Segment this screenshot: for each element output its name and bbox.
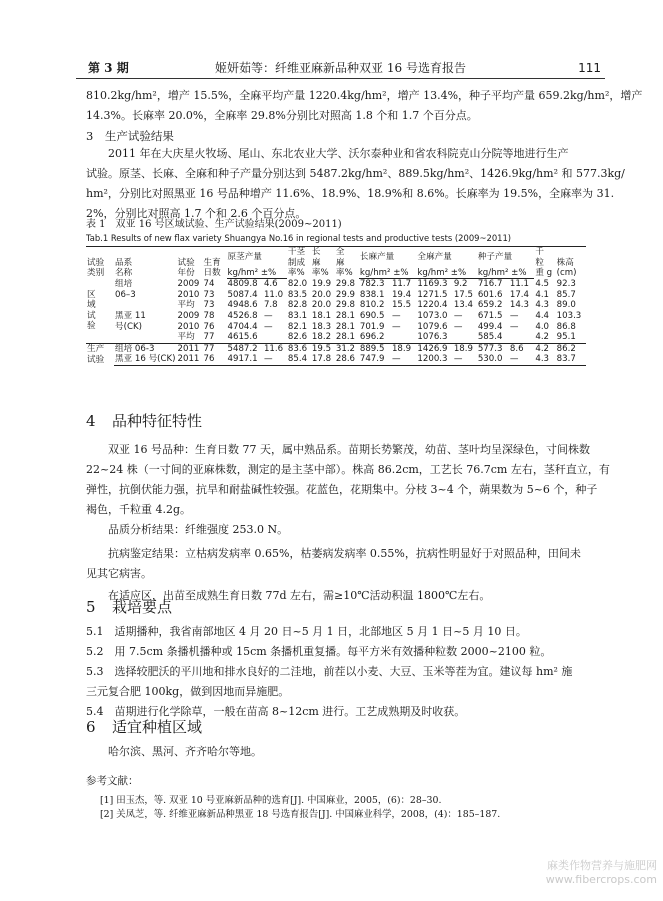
cell-long-rate: 20.0 (311, 289, 332, 300)
cell-seed-pct: 11.1 (509, 279, 530, 290)
cell-long-rate: 18.3 (311, 321, 332, 332)
cell-total-rate: 31.2 (335, 343, 359, 354)
cell-days: 78 (203, 311, 215, 322)
intro-line-2: 14.3%。长麻率 20.0%，全麻率 29.8%分别比对照高 1.8 个和 1.7 个百分点。 (86, 109, 478, 122)
cell-dry: 82.8 (287, 300, 308, 311)
cell-year: 2011 (177, 343, 203, 354)
cell-height: 83.7 (556, 354, 586, 365)
col-header-long-rate: 长 麻 率% (311, 247, 335, 279)
section-number: 5 (86, 598, 96, 616)
cell-height: 86.8 (556, 321, 576, 332)
cell-seed-pct: 17.4 (509, 289, 530, 300)
cell-seed-pct: — (509, 354, 534, 365)
cell-stem: 4948.6 (227, 300, 258, 311)
cell-total-rate: 29.9 (335, 289, 356, 300)
col-subheader-long: kg/hm² ±% (359, 263, 417, 279)
results-table (86, 246, 586, 366)
cell-days: 73 (203, 289, 215, 300)
cell-stem: 4809.8 (227, 279, 258, 290)
cell-stem-pct: 7.8 (263, 300, 278, 311)
section-number: 4 (86, 412, 96, 430)
table-row (86, 300, 586, 311)
cell-long-pct: 11.7 (391, 279, 412, 290)
cell-long: 747.9 (359, 354, 391, 365)
cell-total-pct: 17.5 (453, 289, 473, 300)
watermark-line: www.fibercrops.com (545, 873, 657, 886)
cell-tkw: 4.2 (534, 343, 555, 354)
table-row (86, 332, 586, 343)
cell-seed: 601.6 (477, 289, 503, 300)
cell-long-pct: — (391, 311, 401, 322)
cell-total-pct: — (453, 354, 477, 365)
section-number: 6 (86, 718, 96, 736)
cell-long: 838.1 (359, 289, 385, 300)
sec3-line: 2%，分别比对照高 1.7 个和 2.6 个百分点。 (86, 207, 307, 220)
cell-height: 95.1 (556, 332, 576, 343)
col-header-type: 试验 类别 (86, 247, 114, 279)
cell-stem: 4526.8 (227, 311, 258, 322)
cell-tkw: 4.0 (535, 321, 550, 332)
cell-tkw: 4.1 (535, 289, 550, 300)
col-header-variety: 品系 名称 (114, 247, 177, 279)
cell-long-pct: 19.4 (391, 289, 412, 300)
reference-item: [2] 关凤芝，等. 纤维亚麻新品种黑亚 18 号选育报告[J]. 中国麻业科学，2008，(4)：185–187. (100, 809, 501, 820)
cell-long-pct (391, 332, 416, 343)
cell-total: 1079.6 (417, 321, 448, 332)
cell-total: 1169.3 (417, 279, 448, 290)
cell-seed: 716.7 (477, 279, 503, 290)
cell-total-rate: 28.6 (335, 354, 359, 365)
section-6-heading (86, 716, 202, 738)
sec5-line: 5.4 苗期进行化学除草，一般在苗高 8~12cm 进行。工艺成熟期及时收获。 (86, 705, 466, 718)
col-subheader-stem: kg/hm² ±% (227, 263, 287, 279)
cell-days: 73 (203, 300, 215, 311)
cell-height: 103.3 (556, 311, 582, 322)
table-row (86, 343, 586, 354)
col-header-height: 株高 (cm) (556, 247, 586, 279)
cell-height: 92.3 (556, 278, 576, 289)
sec5-line: 5.3 选择较肥沃的平川地和排水良好的二洼地，前茬以小麦、大豆、玉米等茬为宜。建议每 hm² 施 (86, 665, 573, 678)
cell-height: 85.7 (556, 289, 576, 300)
cell-stem-pct: — (263, 321, 273, 332)
cell-dry: 82.0 (287, 278, 308, 289)
cell-total-pct: 9.2 (453, 279, 468, 290)
col-subheader-seed: kg/hm² ±% (477, 263, 535, 279)
cell-stem-pct (263, 332, 287, 343)
cell-dry: 83.1 (287, 311, 308, 322)
table-row (86, 311, 586, 322)
section-3-heading: 3 生产试验结果 (86, 129, 174, 143)
cell-stem-pct: — (263, 311, 273, 322)
cell-total-pct: — (453, 311, 463, 322)
watermark-line: 麻类作物营养与施肥网 (547, 859, 657, 872)
cell-stem: 4704.4 (227, 321, 258, 332)
cell-dry: 83.5 (287, 289, 308, 300)
cell-total: 1220.4 (417, 300, 448, 311)
cell-variety: 06–3 (115, 289, 136, 300)
cell-stem-pct: — (263, 354, 287, 365)
sec3-line: 2011 年在大庆星火牧场、尾山、东北农业大学、沃尔泰种业和省农科院克山分院等地进行生产 (86, 147, 569, 160)
cell-total: 1073.0 (417, 311, 448, 322)
references-label: 参考文献： (86, 775, 139, 787)
cell-seed-pct: — (509, 321, 519, 332)
cell-days: 74 (203, 278, 215, 289)
watermark (546, 859, 657, 887)
cell-seed-pct (509, 332, 534, 343)
cell-seed-pct: 14.3 (509, 300, 530, 311)
cell-long: 889.5 (359, 343, 391, 354)
cell-seed: 671.5 (477, 311, 503, 322)
sec4-line: 双亚 16 号品种：生育日数 77 天，属中熟品系。苗期长势繁茂，幼苗、茎叶均呈深绿色，寸间株数 (86, 443, 590, 456)
cell-total-rate: 29.8 (335, 300, 356, 311)
cell-long-pct: — (391, 354, 416, 365)
cell-total-pct: — (453, 321, 463, 332)
running-title: 姬妍茹等：纤维亚麻新品种双亚 16 号选育报告 (215, 61, 466, 75)
sec5-line: 三元复合肥 100kg，做到因地而异施肥。 (86, 685, 290, 698)
sec4-line: 褐色，千粒重 4.2g。 (86, 503, 192, 516)
table-body (86, 279, 586, 366)
sec5-line: 5.2 用 7.5cm 条播机播种或 15cm 条播机重复播。每平方米有效播种粒数 2000~2100 粒。 (86, 645, 552, 658)
page-number: 111 (578, 61, 601, 75)
cell-tkw: 4.3 (534, 354, 555, 365)
cell-long: 810.2 (359, 300, 385, 311)
cell-year: 2011 (177, 354, 203, 365)
cell-long-rate: 19.9 (311, 278, 332, 289)
cell-long: 690.5 (359, 311, 385, 322)
cell-seed: 499.4 (477, 321, 503, 332)
cell-dry: 85.4 (287, 354, 311, 365)
col-header-total: 全麻产量 (416, 247, 476, 263)
cell-year: 2010 (177, 289, 200, 300)
cell-year: 2009 (177, 311, 200, 322)
col-header-stem: 原茎产量 (227, 247, 287, 263)
sec5-line: 5.1 适期播种，我省南部地区 4 月 20 日~5 月 1 日，北部地区 5 月 1 日~5 月 10 日。 (86, 625, 527, 638)
cell-total: 1271.5 (417, 289, 448, 300)
sec3-line: 试验。原茎、长麻、全麻和种子产量分别达到 5487.2kg/hm²、889.5kg/hm²、1426.9kg/hm² 和 577.3kg/ (86, 167, 625, 180)
cell-variety (114, 300, 177, 311)
sec4-line: 见其它病害。 (86, 567, 152, 580)
cell-long: 696.2 (359, 332, 385, 343)
cell-long-pct: 15.5 (391, 300, 412, 311)
col-header-dry: 干茎 制成 率% (287, 247, 311, 279)
cell-variety: 黑亚 16 号(CK) (115, 354, 176, 365)
section-title: 栽培要点 (112, 598, 173, 616)
cell-long-rate: 18.2 (311, 332, 332, 343)
running-header (76, 58, 605, 79)
cell-total: 1426.9 (416, 343, 452, 354)
cell-height: 89.0 (556, 300, 576, 311)
col-header-year: 试验 年份 (177, 247, 203, 279)
cell-year: 平均 (177, 332, 195, 343)
table-row (86, 322, 586, 333)
cell-tkw: 4.5 (535, 278, 550, 289)
cell-seed: 530.0 (477, 354, 509, 365)
cell-stem: 4917.1 (227, 354, 263, 365)
cell-variety: 组培 06-3 (114, 343, 177, 354)
cell-long-rate: 18.1 (311, 311, 332, 322)
cell-stem: 5087.4 (227, 289, 258, 300)
cell-total-rate: 28.1 (335, 311, 356, 322)
cell-dry: 83.6 (287, 343, 311, 354)
sec4-line: 抗病鉴定结果：立枯病发病率 0.65%，枯萎病发病率 0.55%，抗病性明显好于对照品种，田间未 (86, 547, 581, 560)
section-5-heading (86, 596, 172, 618)
cell-long-pct: — (391, 321, 401, 332)
section-title: 适宜种植区域 (112, 718, 203, 736)
cell-stem-pct: 11.6 (263, 343, 287, 354)
cell-dry: 82.1 (287, 321, 308, 332)
cell-days: 76 (203, 354, 227, 365)
reference-item: [1] 田玉杰，等. 双亚 10 号亚麻新品种的选育[J]. 中国麻业，2005，(6)：28–30. (100, 795, 442, 806)
section-4-heading (86, 410, 202, 432)
issue-number: 第 3 期 (88, 61, 129, 75)
cell-tkw: 4.4 (535, 311, 550, 322)
cell-total-pct: 18.9 (453, 343, 477, 354)
cell-year: 平均 (177, 300, 195, 311)
section-title: 品种特征特性 (112, 412, 203, 430)
table-row (86, 354, 586, 365)
cell-days: 77 (203, 343, 227, 354)
cell-total: 1200.3 (416, 354, 452, 365)
cell-variety: 号(CK) (115, 321, 142, 332)
cell-seed: 577.3 (477, 343, 509, 354)
cell-tkw: 4.3 (535, 300, 550, 311)
cell-long-rate: 19.5 (311, 343, 335, 354)
table-row (86, 279, 586, 290)
cell-total-rate: 28.1 (335, 332, 356, 343)
col-header-seed: 种子产量 (477, 247, 535, 263)
group-label: 区 域 试 验 (87, 289, 96, 332)
cell-long-rate: 17.8 (311, 354, 335, 365)
cell-long: 782.3 (359, 279, 385, 290)
group-label: 生产 试验 (86, 343, 114, 365)
cell-variety: 黑亚 11 (115, 311, 146, 322)
table-caption-en: Tab.1 Results of new flax variety Shuangya No.16 in regional tests and productive tests (2009~2011) (86, 233, 512, 243)
cell-seed: 585.4 (477, 332, 503, 343)
cell-stem: 4615.6 (227, 332, 258, 343)
cell-seed-pct: — (509, 311, 519, 322)
col-header-days: 生育 日数 (203, 247, 227, 279)
table-caption-cn: 表 1 双亚 16 号区域试验、生产试验结果(2009~2011) (86, 219, 342, 230)
col-header-tkw: 千 粒 重 g (534, 247, 555, 279)
table-row (86, 290, 586, 301)
cell-variety (114, 332, 177, 343)
sec6-line: 哈尔滨、黑河、齐齐哈尔等地。 (86, 745, 262, 758)
cell-variety: 组培 (115, 278, 133, 289)
sec4-line: 在适应区，出苗至成熟生育日数 77d 左右，需≥10℃活动积温 1800℃左右。 (86, 589, 491, 602)
references (86, 774, 500, 822)
cell-tkw: 4.2 (535, 332, 550, 343)
cell-total-pct (453, 332, 477, 343)
intro-line-1: 810.2kg/hm²，增产 15.5%，全麻平均产量 1220.4kg/hm²，增产 13.4%，种子平均产量 659.2kg/hm²，增产 (86, 89, 643, 102)
cell-long: 701.9 (359, 321, 385, 332)
cell-stem-pct: 4.6 (263, 279, 278, 290)
cell-long-pct: 18.9 (391, 343, 416, 354)
cell-year: 2009 (177, 278, 200, 289)
cell-total-rate: 28.1 (335, 321, 356, 332)
cell-height: 86.2 (556, 343, 586, 354)
cell-total: 1076.3 (417, 332, 448, 343)
cell-days: 76 (203, 321, 215, 332)
cell-year: 2010 (177, 321, 200, 332)
cell-seed-pct: 8.6 (509, 343, 534, 354)
col-header-long: 长麻产量 (359, 247, 417, 263)
cell-stem: 5487.2 (227, 343, 263, 354)
cell-days: 77 (203, 332, 215, 343)
cell-long-rate: 20.0 (311, 300, 332, 311)
cell-total-rate: 29.8 (335, 278, 356, 289)
cell-seed: 659.2 (477, 300, 503, 311)
sec4-line: 弹性，抗倒伏能力强，抗旱和耐盐碱性较强。花蓝色，花期集中。分枝 3~4 个，蒴果数为 5~6 个，种子 (86, 483, 598, 496)
col-header-total-rate: 全 麻 率% (335, 247, 359, 279)
sec4-line: 品质分析结果：纤维强度 253.0 N。 (86, 523, 289, 536)
sec3-line: hm²，分别比对照黑亚 16 号品种增产 11.6%、18.9%、18.9%和 8.6%。长麻率为 19.5%，全麻率为 31. (86, 187, 615, 200)
col-subheader-total: kg/hm² ±% (416, 263, 476, 279)
sec4-line: 22~24 株（一寸间的亚麻株数，测定的是主茎中部）。株高 86.2cm，工艺长 76.7cm 左右，茎秆直立，有 (86, 463, 610, 476)
cell-stem-pct: 11.0 (263, 289, 284, 300)
cell-total-pct: 13.4 (453, 300, 473, 311)
cell-dry: 82.6 (287, 332, 308, 343)
